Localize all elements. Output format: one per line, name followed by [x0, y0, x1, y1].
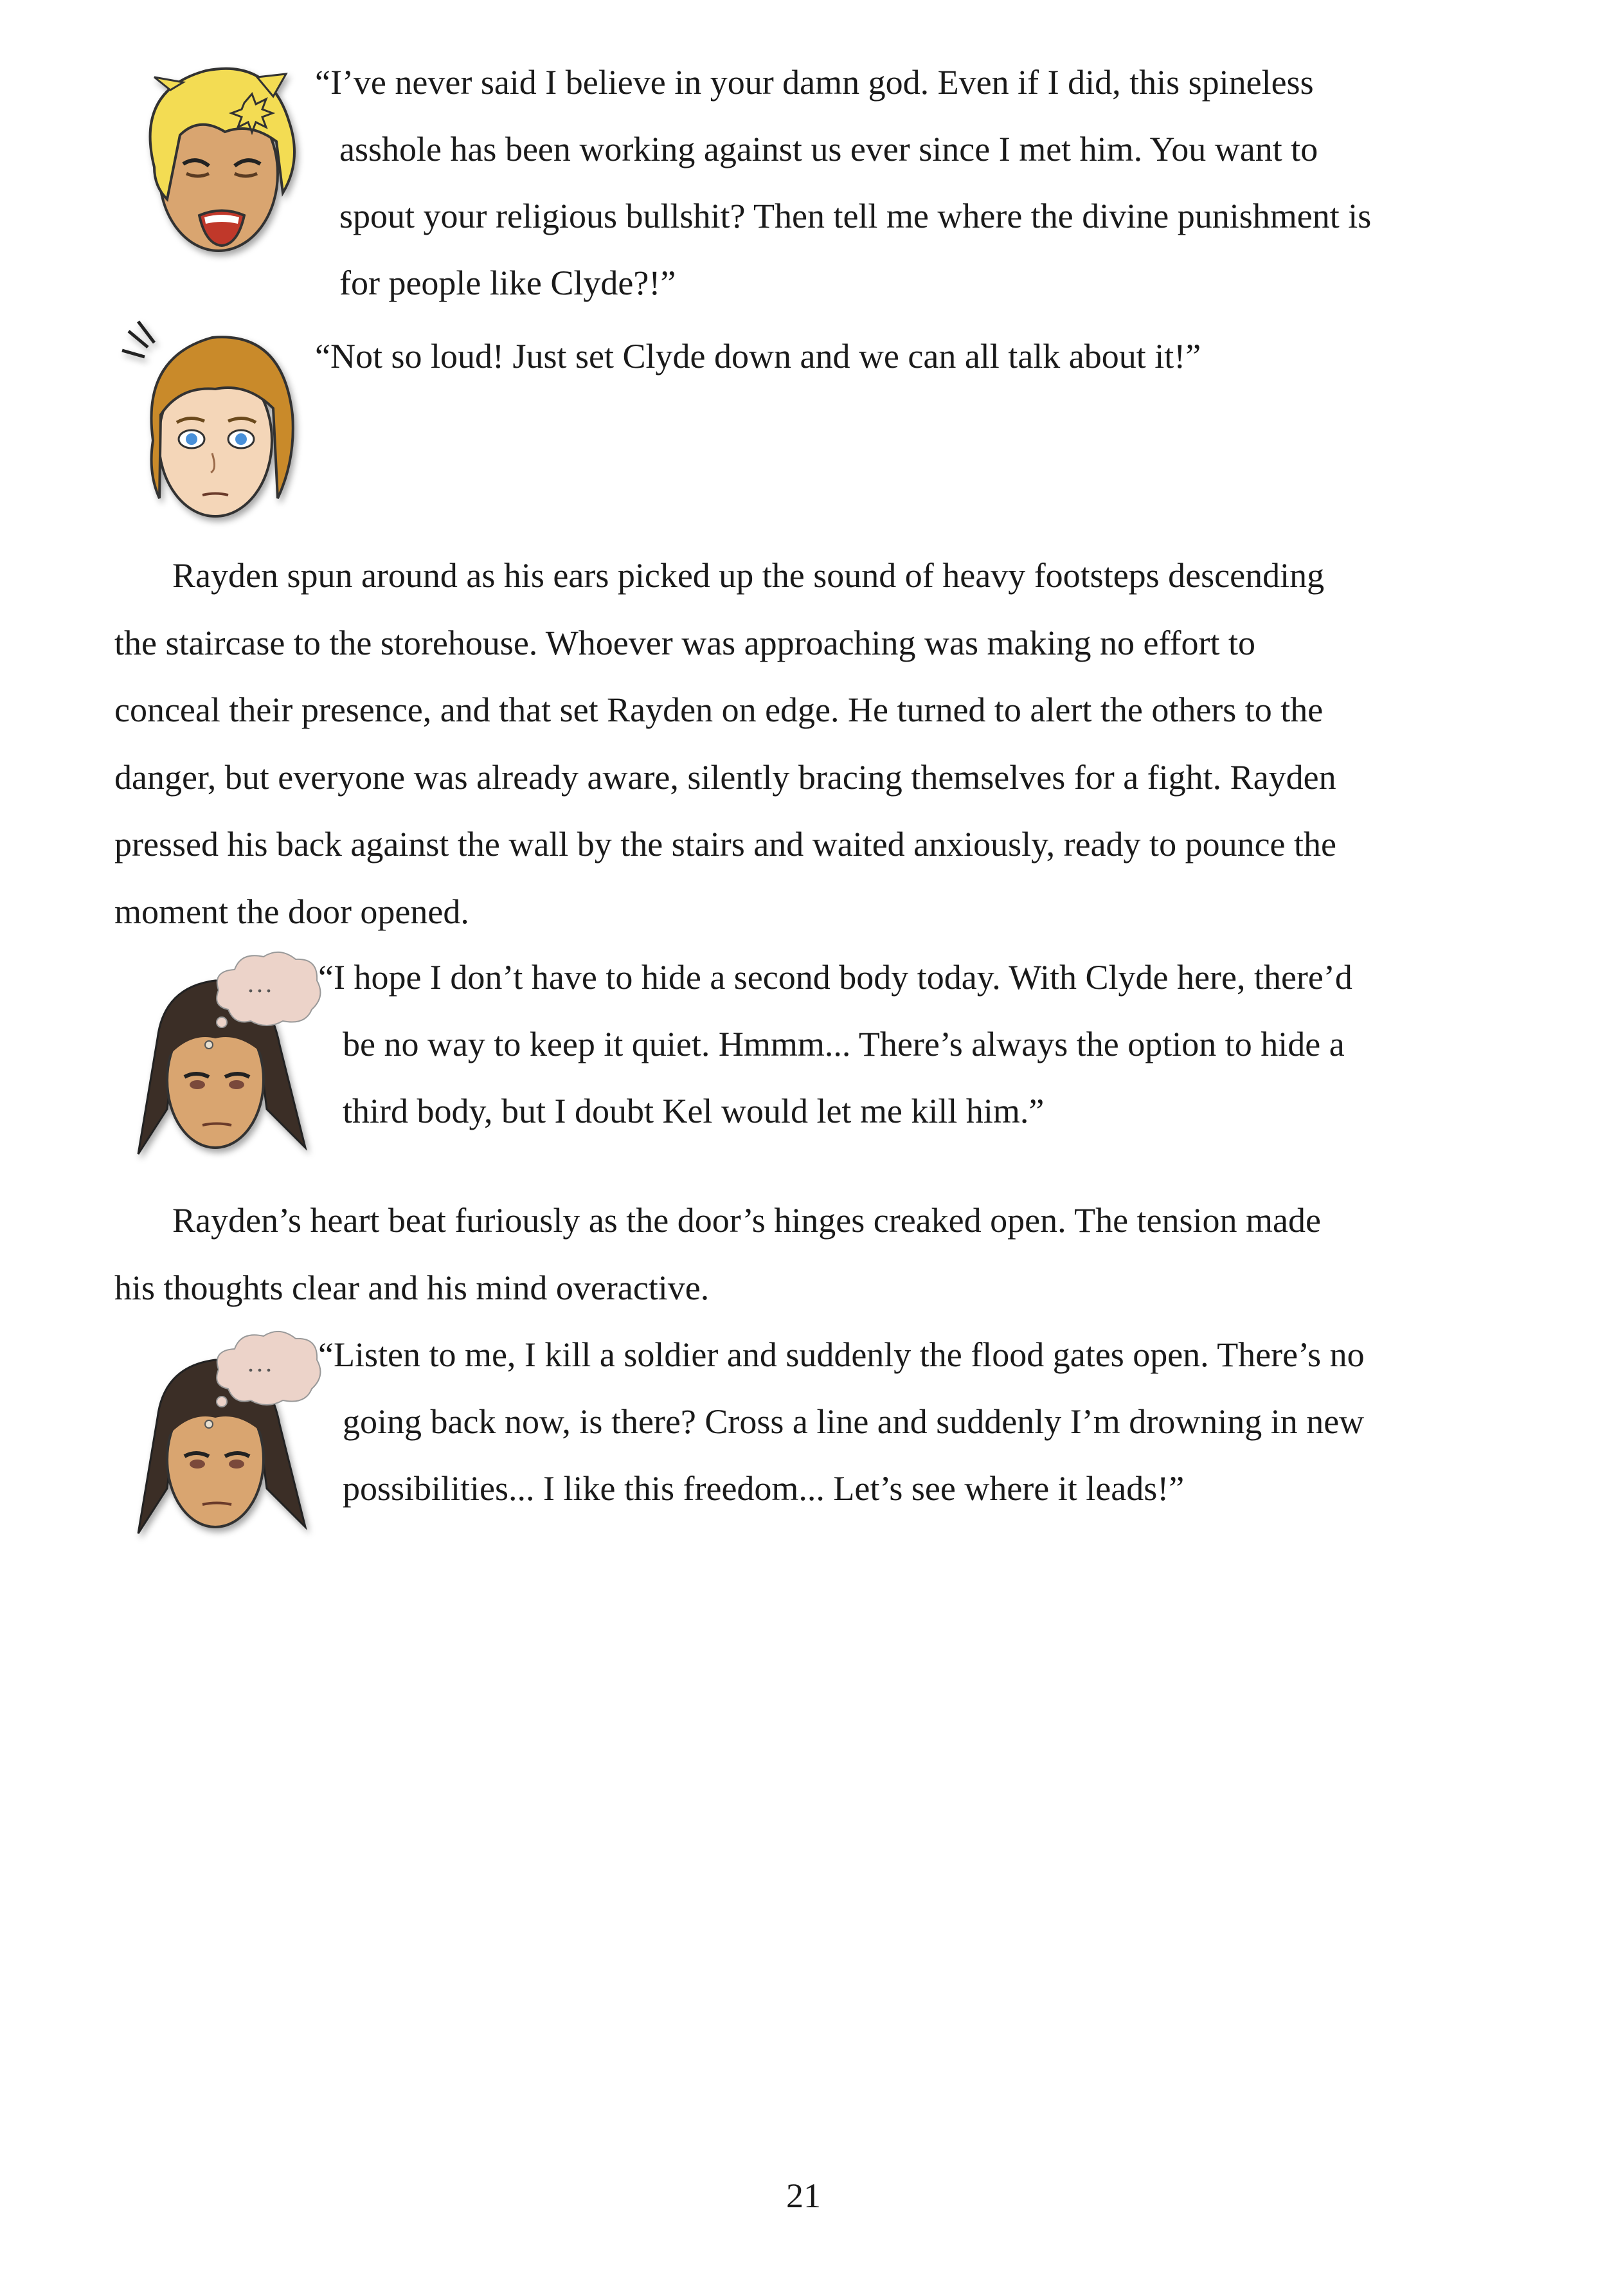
- narration-line: Rayden spun around as his ears picked up the sound of heavy footsteps descending: [172, 556, 1325, 595]
- dialogue-line: asshole has been working against us ever since I met him. You want to: [339, 130, 1318, 168]
- thought-bubble-icon: [209, 945, 325, 1035]
- dialogue-block-1: [315, 49, 1371, 316]
- dialogue-line: third body, but I doubt Kel would let me kill him.”: [343, 1092, 1045, 1130]
- narration-line: moment the door opened.: [114, 892, 469, 931]
- dialogue-line: “I hope I don’t have to hide a second body today. With Clyde here, there’d: [318, 958, 1352, 997]
- thought-bubble-icon: [209, 1324, 325, 1415]
- dialogue-line: possibilities... I like this freedom... Let’s see where it leads!”: [343, 1469, 1185, 1508]
- narration-line: his thoughts clear and his mind overactive.: [114, 1268, 710, 1307]
- dialogue-block-4: [318, 1321, 1365, 1522]
- dialogue-block-3: [318, 944, 1352, 1144]
- dialogue-line: spout your religious bullshit? Then tell me where the divine punishment is: [339, 197, 1372, 235]
- page-number: 21: [786, 2176, 821, 2215]
- dialogue-block-2: [315, 323, 1201, 390]
- dialogue-line: for people like Clyde?!”: [339, 264, 676, 302]
- narration-line: the staircase to the storehouse. Whoever was approaching was making no effort to: [114, 623, 1255, 662]
- narration-line: pressed his back against the wall by the stairs and waited anxiously, ready to pounce the: [114, 825, 1336, 863]
- dialogue-line: “Not so loud! Just set Clyde down and we can all talk about it!”: [315, 337, 1201, 375]
- narration-paragraph-2: [114, 1187, 1503, 1321]
- dialogue-line: “I’ve never said I believe in your damn god. Even if I did, this spineless: [315, 63, 1314, 102]
- dialogue-line: be no way to keep it quiet. Hmmm... There’s always the option to hide a: [343, 1025, 1345, 1063]
- narration-line: conceal their presence, and that set Rayden on edge. He turned to alert the others to the: [114, 691, 1324, 729]
- dialogue-line: “Listen to me, I kill a soldier and suddenly the flood gates open. There’s no: [318, 1335, 1365, 1374]
- brown-haired-worried-character-icon: [109, 312, 315, 543]
- blonde-angry-character-icon: [109, 51, 315, 283]
- thought-bubble-dots: ...: [247, 1348, 274, 1377]
- narration-line: Rayden’s heart beat furiously as the door’s hinges creaked open. The tension made: [172, 1201, 1321, 1240]
- narration-paragraph-1: [114, 542, 1503, 945]
- narration-line: danger, but everyone was already aware, silently bracing themselves for a fight. Rayden: [114, 757, 1336, 797]
- thought-bubble-dots: ...: [247, 969, 274, 998]
- dialogue-line: going back now, is there? Cross a line and suddenly I’m drowning in new: [343, 1402, 1365, 1441]
